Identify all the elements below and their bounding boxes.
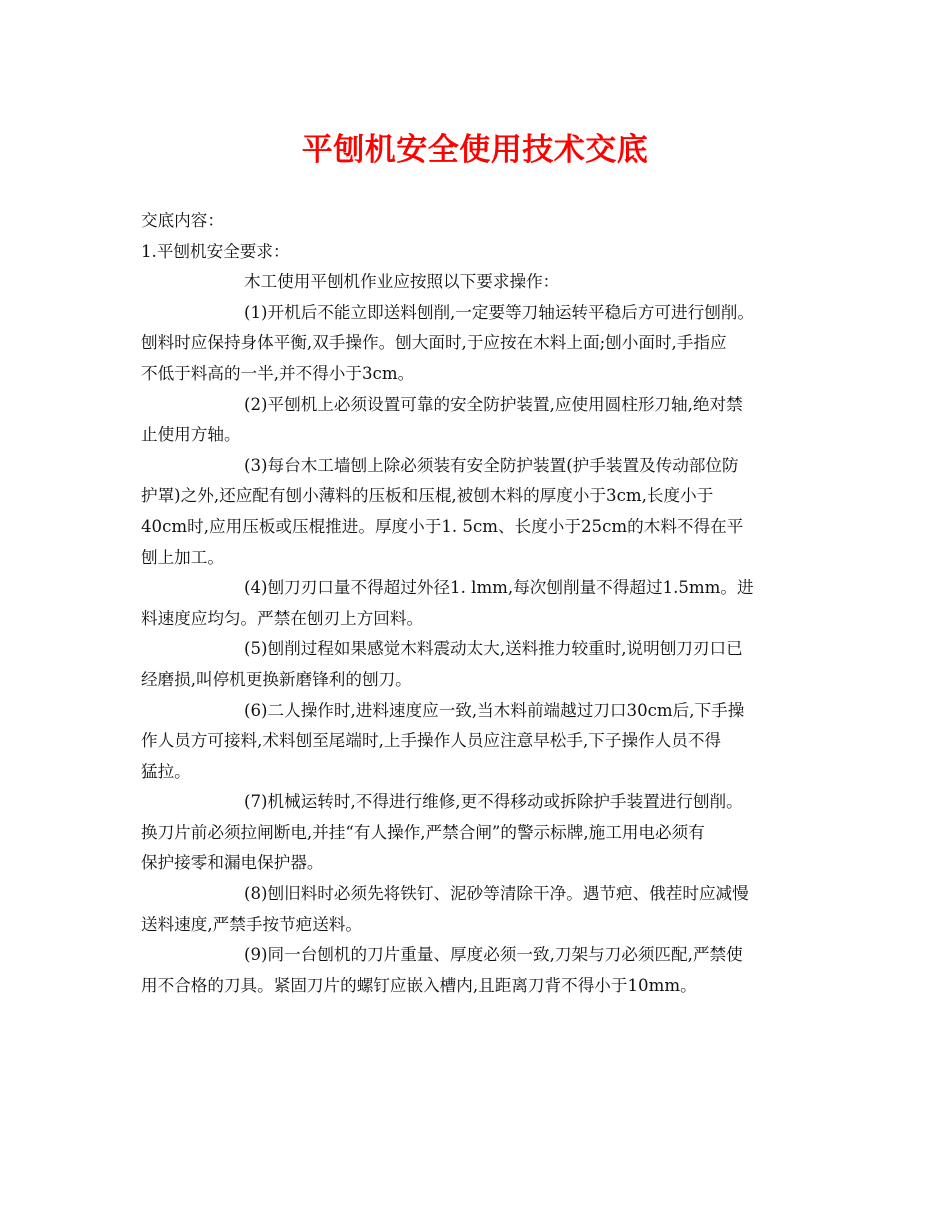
item-9-line: 用不合格的刀具。紧固刀片的螺钉应嵌入槽内,且距离刀背不得小于10mm。 <box>141 975 697 995</box>
item-4-line: (4)刨刀刃口量不得超过外径1. lmm,每次刨削量不得超过1.5mm。进 <box>244 578 754 598</box>
item-2-line: 止使用方轴。 <box>141 425 241 445</box>
body-line: 交底内容： <box>141 211 224 230</box>
page-title: 平刨机安全使用技术交底 <box>301 132 649 168</box>
item-9-line: (9)同一台刨机的刀片重量、厚度必须一致,刀架与刀必须匹配,严禁使 <box>244 945 743 965</box>
item-3-line: (3)每台木工墙刨上除必须装有安全防护装置(护手装置及传动部位防 <box>244 455 739 475</box>
item-1-line: (1)开机后不能立即送料刨削,一定要等刀轴运转平稳后方可进行刨削。 <box>244 302 754 322</box>
item-7-line: 保护接零和漏电保护器。 <box>141 853 324 873</box>
document-body <box>141 206 813 1001</box>
item-8-line: (8)刨旧料时必须先将铁钉、泥砂等清除干净。遇节疤、俄茬时应减慢 <box>244 884 749 904</box>
item-5-line: 经磨损,叫停机更换新磨锋利的刨刀。 <box>141 669 412 689</box>
item-4-line: 料速度应均匀。严禁在刨刃上方回料。 <box>141 608 424 628</box>
body-line: 木工使用平刨机作业应按照以下要求操作： <box>244 272 560 292</box>
item-3-line: 40cm时,应用压板或压棍推进。厚度小于1. 5cm、长度小于25cm的木料不得在平 <box>141 516 744 536</box>
item-6-line: (6)二人操作时,进料速度应一致,当木料前端越过刀口30cm后,下手操 <box>244 700 745 720</box>
item-5-line: (5)刨削过程如果感觉木料震动太大,送料推力较重时,说明刨刀刃口已 <box>244 639 743 659</box>
item-2-line: (2)平刨机上必须设置可靠的安全防护装置,应使用圆柱形刀轴,绝对禁 <box>244 394 743 414</box>
item-1-line: 刨料时应保持身体平衡,双手操作。刨大面时,于应按在木料上面;刨小面时,手指应 <box>141 333 727 353</box>
item-6-line: 猛拉。 <box>141 761 191 781</box>
item-1-line: 不低于料高的一半,并不得小于3cm。 <box>141 363 415 383</box>
item-3-line: 护罩)之外,还应配有刨小薄料的压板和压棍,被刨木料的厚度小于3cm,长度小于 <box>141 486 714 506</box>
item-7-line: 换刀片前必须拉闸断电,并挂“有人操作,严禁合闸”的警示标牌,施工用电必须有 <box>141 822 705 842</box>
item-8-line: 送料速度,严禁手按节疤送料。 <box>141 914 362 934</box>
item-6-line: 作人员方可接料,术料刨至尾端时,上手操作人员应注意早松手,下子操作人员不得 <box>141 731 722 751</box>
section-heading: 1.平刨机安全要求： <box>141 241 290 261</box>
item-7-line: (7)机械运转时,不得进行维修,更不得移动或拆除护手装置进行刨削。 <box>244 792 743 812</box>
item-3-line: 刨上加工。 <box>141 547 224 567</box>
